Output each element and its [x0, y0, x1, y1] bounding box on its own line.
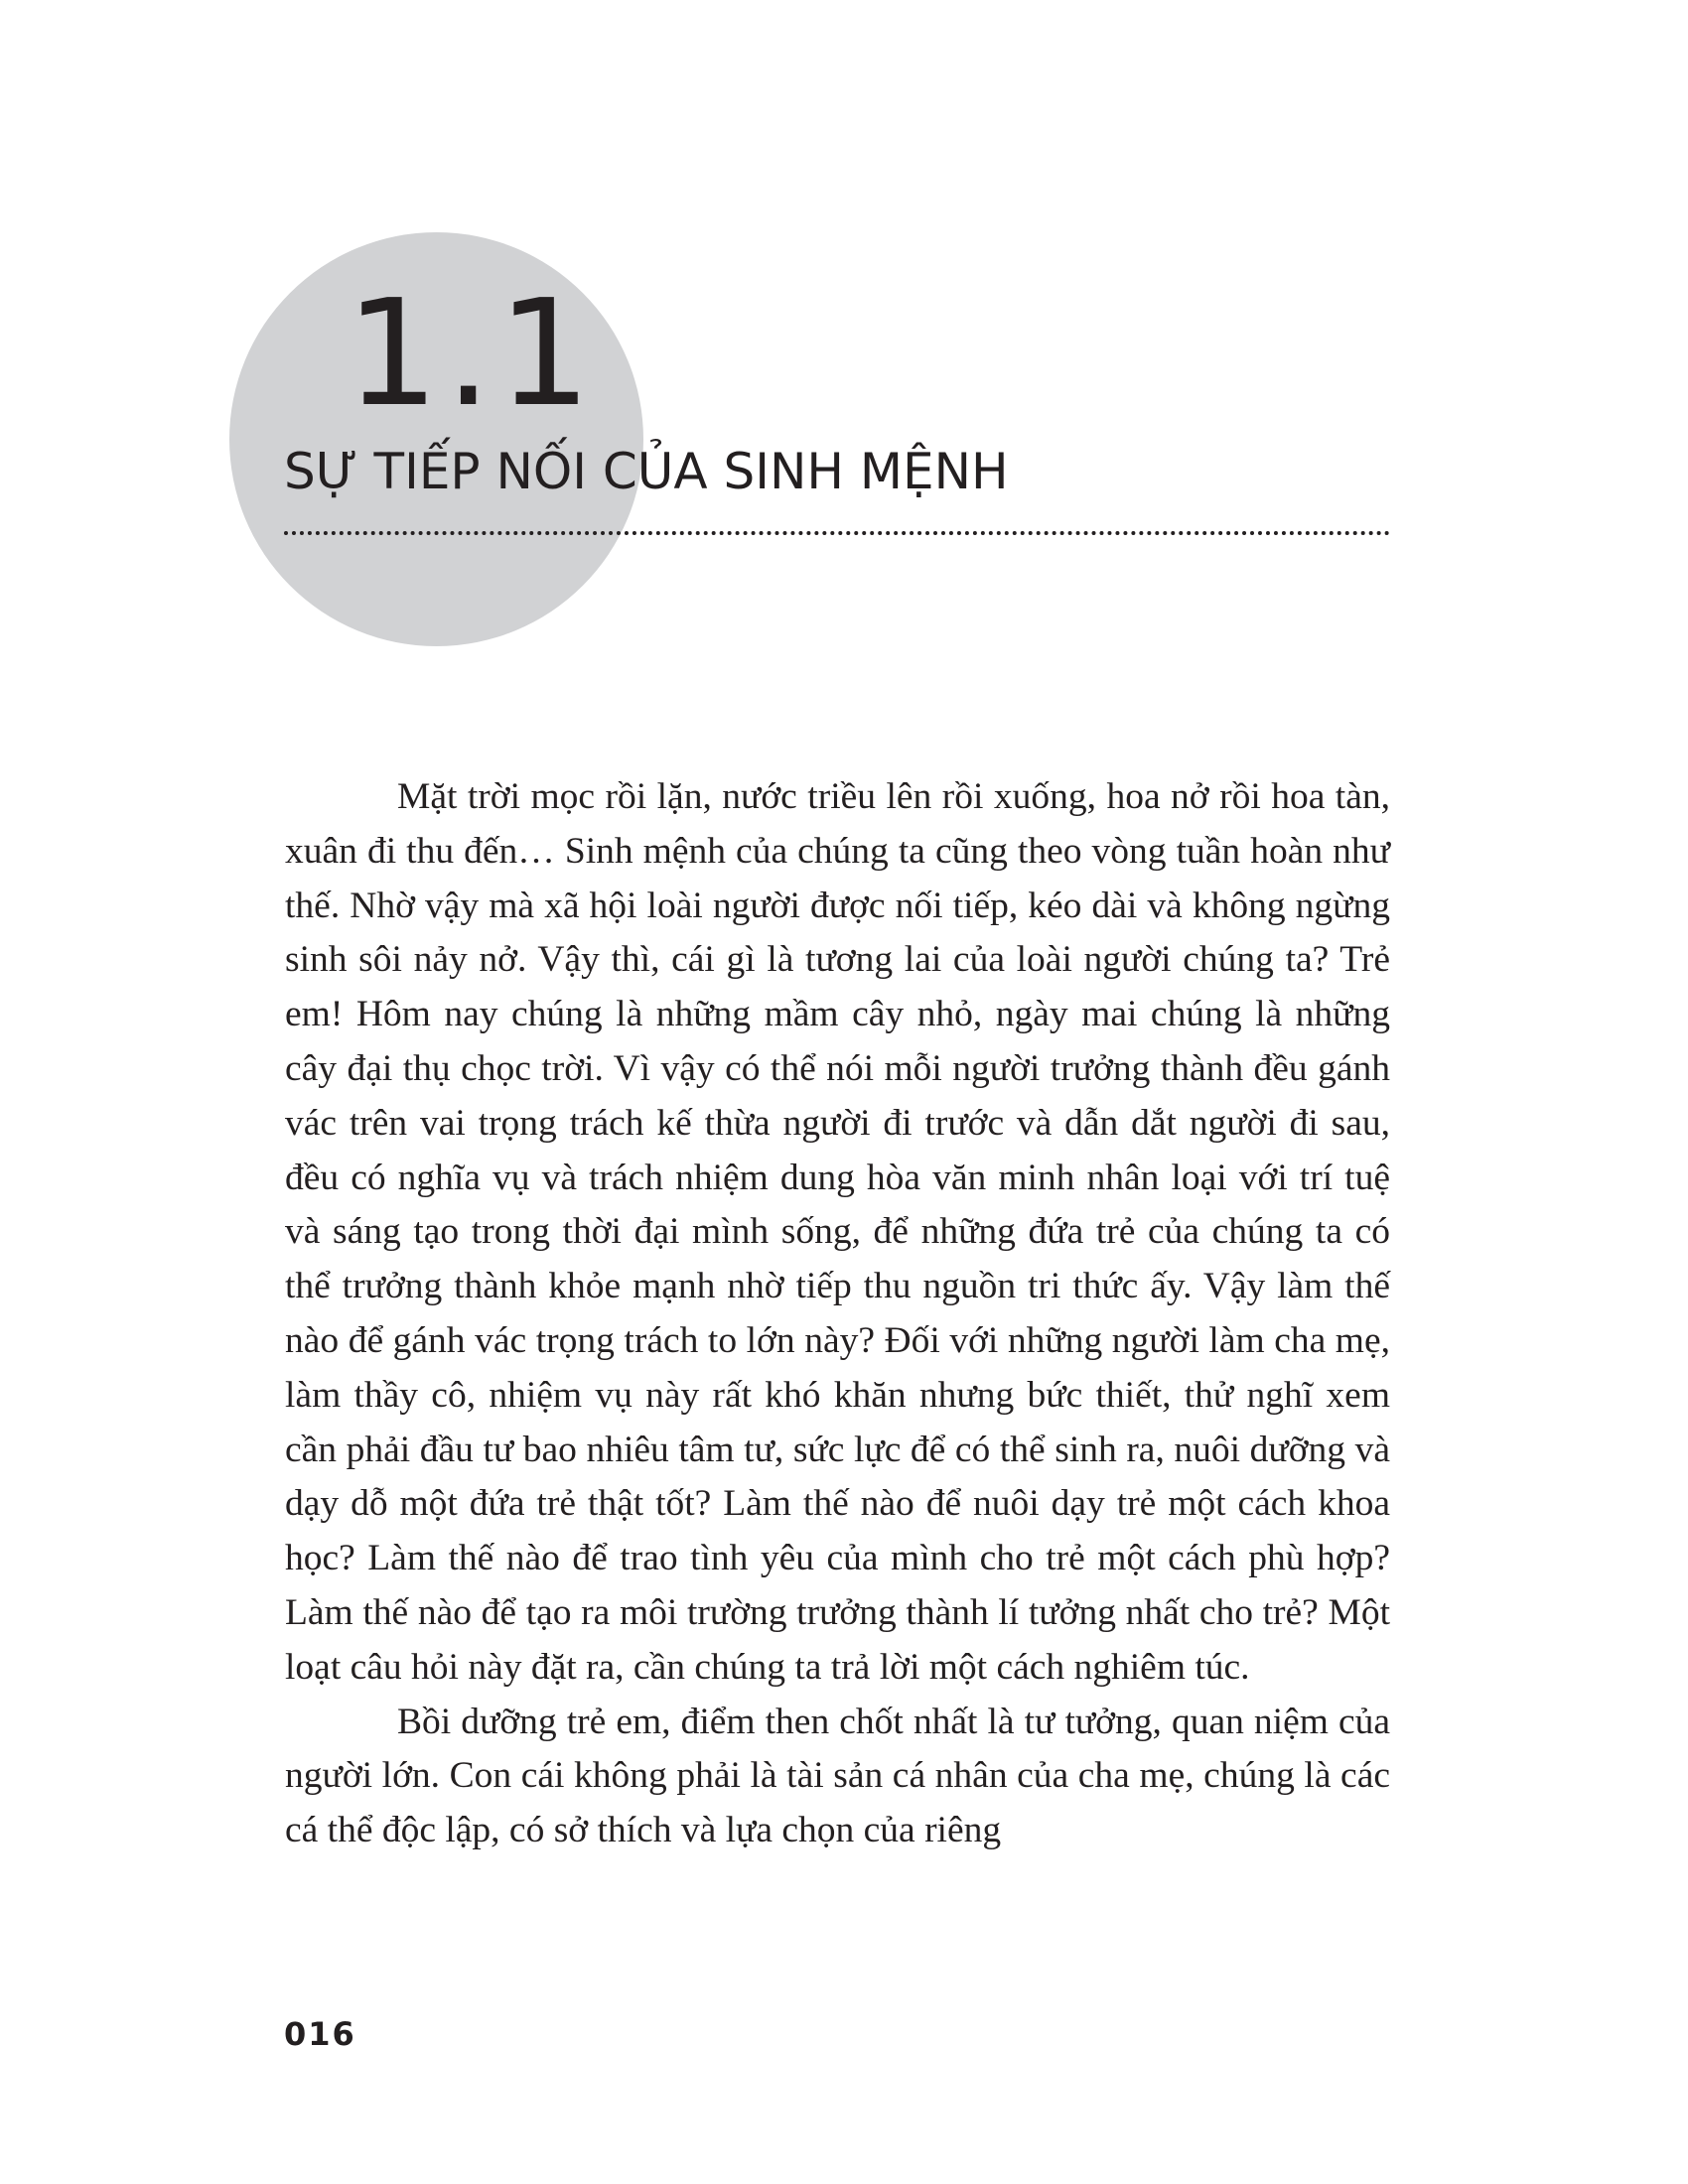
body-paragraph-2: Bồi dưỡng trẻ em, điểm then chốt nhất là tư tưởng, quan niệm của người lớn. Con cái không phải là tài sản cá nhân của cha mẹ, chúng là các cá thể độc lập, có sở thích và lựa chọn của riêng — [285, 1701, 1390, 1851]
chapter-title: SỰ TIẾP NỐI CỦA SINH MỆNH — [284, 443, 1009, 500]
body-paragraph-1: Mặt trời mọc rồi lặn, nước triều lên rồi xuống, hoa nở rồi hoa tàn, xuân đi thu đến… Sinh mệnh của chúng ta cũng theo vòng tuần hoàn như thế. Nhờ vậy mà xã hội loài người được nối tiếp, kéo dài và không ngừng sinh sôi nảy nở. Vậy thì, cái gì là tương lai của loài người chúng ta? Trẻ em! Hôm nay chúng là những mầm cây nhỏ, ngày mai chúng là những cây đại thụ chọc trời. Vì vậy có thể nói mỗi người trưởng thành đều gánh vác trên vai trọng trách kế thừa người đi trước và dẫn dắt người đi sau, đều có nghĩa vụ và trách nhiệm dung hòa văn minh nhân loại với trí tuệ và sáng tạo trong thời đại mình sống, để những đứa trẻ của chúng ta có thể trưởng thành khỏe mạnh nhờ tiếp thu nguồn tri thức ấy. Vậy làm thế nào để gánh vác trọng trách to lớn này? Đối với những người làm cha mẹ, làm thầy cô, nhiệm vụ này rất khó khăn nhưng bức thiết, thử nghĩ xem cần phải đầu tư bao nhiêu tâm tư, sức lực để có thể sinh ra, nuôi dưỡng và dạy dỗ một đứa trẻ thật tốt? Làm thế nào để nuôi dạy trẻ một cách khoa học? Làm thế nào để trao tình yêu của mình cho trẻ một cách phù hợp? Làm thế nào để tạo ra môi trường trưởng thành lí tưởng nhất cho trẻ? Một loạt câu hỏi này đặt ra, cần chúng ta trả lời một cách nghiêm túc. — [285, 776, 1390, 1688]
body-text — [285, 770, 1390, 1858]
chapter-number: 1.1 — [346, 268, 598, 439]
title-dotted-divider — [284, 531, 1390, 535]
page-number: 016 — [284, 2015, 356, 2053]
